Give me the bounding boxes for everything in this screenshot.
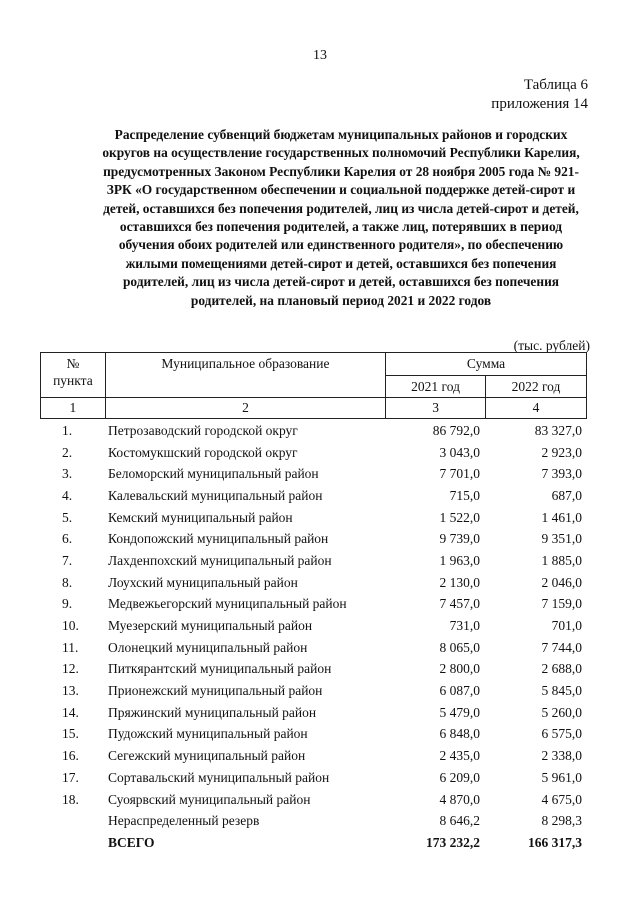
row-amount-2021: 8 065,0 <box>439 639 480 655</box>
row-number: 16. <box>62 748 79 764</box>
header-year-2022: 2022 год <box>486 376 587 398</box>
row-amount-2022: 6 575,0 <box>541 726 582 742</box>
row-municipality: Суоярвский муниципальный район <box>108 791 311 807</box>
row-municipality: Сортавальский муниципальный район <box>108 769 330 785</box>
row-municipality: Медвежьегорский муниципальный район <box>108 596 347 612</box>
row-amount-2022: 7 744,0 <box>541 639 582 655</box>
table-ref-line1: Таблица 6 <box>523 77 588 93</box>
header-col-2: 2 <box>105 398 385 419</box>
row-amount-2022: 83 327,0 <box>534 422 582 438</box>
row-number: 2. <box>62 444 73 460</box>
row-municipality: Пудожский муниципальный район <box>108 726 308 742</box>
table-row <box>40 702 587 724</box>
row-number: 7. <box>62 552 73 568</box>
row-municipality: Калевальский муниципальный район <box>108 487 323 503</box>
header-col-3: 3 <box>386 398 486 419</box>
table-row <box>40 420 587 442</box>
row-amount-2022: 2 046,0 <box>541 574 582 590</box>
row-amount-2021: 86 792,0 <box>432 422 480 438</box>
table-ref-line2: приложения 14 <box>491 96 588 112</box>
row-amount-2022: 5 260,0 <box>541 704 582 720</box>
row-amount-2021: 6 848,0 <box>439 726 480 742</box>
row-amount-2021: 7 701,0 <box>439 466 480 482</box>
table-row <box>40 507 587 529</box>
page-number: 13 <box>313 48 327 63</box>
row-municipality: Петрозаводский городской округ <box>108 422 298 438</box>
row-municipality: Пряжинский муниципальный район <box>108 704 317 720</box>
table-header <box>40 352 587 419</box>
total-row <box>40 832 587 854</box>
document-title: Распределение субвенций бюджетам муниципальных районов и городских округов на осуществление государственных полномочий Республики Карелия, предусмотренных Законом Республики Карелия от 28 ноября 2005 года № 921-ЗРК «О государственном обеспечении и социальной поддержке детей-сирот и детей, оставшихся без попечения родителей, лиц из числа детей-сирот и детей, оставшихся без попечения родителей, а также лиц, потерявших в период обучения обоих родителей или единственного родителя», по обеспечению жилыми помещениями детей-сирот и детей, оставшихся без попечения родителей, лиц из числа детей-сирот и детей, оставшихся без попечения родителей, на плановый период 2021 и 2022 годов <box>102 127 580 308</box>
row-municipality: Кемский муниципальный район <box>108 509 293 525</box>
row-number: 18. <box>62 791 79 807</box>
row-number: 5. <box>62 509 73 525</box>
row-number: 17. <box>62 769 79 785</box>
row-number: 14. <box>62 704 79 720</box>
row-amount-2022: 2 923,0 <box>541 444 582 460</box>
row-number: 15. <box>62 726 79 742</box>
table-row <box>40 680 587 702</box>
row-amount-2021: 7 457,0 <box>439 596 480 612</box>
table-row <box>40 442 587 464</box>
row-amount-2022: 2 688,0 <box>541 661 582 677</box>
header-year-2021: 2021 год <box>386 376 486 398</box>
row-number: 8. <box>62 574 73 590</box>
header-name: Муниципальное образование <box>105 353 385 398</box>
header-num-label: № пункта <box>53 356 93 388</box>
row-amount-2021: 9 739,0 <box>439 531 480 547</box>
row-amount-2022: 687,0 <box>551 487 582 503</box>
row-municipality: Лоухский муниципальный район <box>108 574 298 590</box>
row-amount-2022: 2 338,0 <box>541 748 582 764</box>
row-amount-2021: 715,0 <box>449 487 480 503</box>
row-municipality: Муезерский муниципальный район <box>108 618 313 634</box>
row-amount-2021: 5 479,0 <box>439 704 480 720</box>
table-row <box>40 485 587 507</box>
row-amount-2022: 701,0 <box>551 618 582 634</box>
table-row <box>40 572 587 594</box>
row-number: 3. <box>62 466 73 482</box>
table-row <box>40 745 587 767</box>
row-amount-2021: 1 963,0 <box>439 552 480 568</box>
header-sum: Сумма <box>386 353 587 376</box>
row-municipality: Олонецкий муниципальный район <box>108 639 308 655</box>
row-amount-2021: 6 209,0 <box>439 769 480 785</box>
row-amount-2022: 1 885,0 <box>541 552 582 568</box>
row-municipality: Кондопожский муниципальный район <box>108 531 329 547</box>
table-row <box>40 724 587 746</box>
row-municipality: Костомукшский городской округ <box>108 444 298 460</box>
row-number: 6. <box>62 531 73 547</box>
row-number: 1. <box>62 422 73 438</box>
table-row <box>40 594 587 616</box>
total-2022: 166 317,3 <box>528 834 582 850</box>
row-amount-2021: 2 130,0 <box>439 574 480 590</box>
table-row <box>40 659 587 681</box>
total-2021: 173 232,2 <box>426 834 480 850</box>
row-municipality: Беломорский муниципальный район <box>108 466 319 482</box>
row-number: 9. <box>62 596 73 612</box>
row-amount-2021: 3 043,0 <box>439 444 480 460</box>
table-row <box>40 550 587 572</box>
row-municipality: Нераспределенный резерв <box>108 813 260 829</box>
table-row <box>40 463 587 485</box>
row-amount-2022: 1 461,0 <box>541 509 582 525</box>
header-num <box>41 353 106 398</box>
table-reference <box>491 76 588 114</box>
row-municipality: Сегежский муниципальный район <box>108 748 306 764</box>
table-row <box>40 810 587 832</box>
row-number: 4. <box>62 487 73 503</box>
table-row <box>40 615 587 637</box>
row-number: 10. <box>62 618 79 634</box>
row-number <box>40 810 104 832</box>
row-amount-2022: 7 159,0 <box>541 596 582 612</box>
row-amount-2021: 731,0 <box>449 618 480 634</box>
row-amount-2022: 5 961,0 <box>541 769 582 785</box>
units-label: (тыс. рублей) <box>513 338 590 353</box>
data-table <box>40 420 587 854</box>
table-row <box>40 789 587 811</box>
row-number: 11. <box>62 639 79 655</box>
row-municipality: Прионежский муниципальный район <box>108 683 323 699</box>
row-amount-2021: 1 522,0 <box>439 509 480 525</box>
row-amount-2021: 6 087,0 <box>439 683 480 699</box>
table-row <box>40 767 587 789</box>
row-amount-2021: 8 646,2 <box>439 813 480 829</box>
row-number: 13. <box>62 683 79 699</box>
table-row <box>40 637 587 659</box>
row-amount-2022: 8 298,3 <box>541 813 582 829</box>
row-amount-2022: 7 393,0 <box>541 466 582 482</box>
row-amount-2021: 4 870,0 <box>439 791 480 807</box>
row-amount-2021: 2 435,0 <box>439 748 480 764</box>
row-amount-2022: 4 675,0 <box>541 791 582 807</box>
total-label: ВСЕГО <box>108 834 155 850</box>
row-amount-2022: 9 351,0 <box>541 531 582 547</box>
header-col-4: 4 <box>486 398 587 419</box>
row-municipality: Лахденпохский муниципальный район <box>108 552 332 568</box>
header-col-1: 1 <box>41 398 106 419</box>
row-amount-2022: 5 845,0 <box>541 683 582 699</box>
row-amount-2021: 2 800,0 <box>439 661 480 677</box>
row-number: 12. <box>62 661 79 677</box>
table-row <box>40 528 587 550</box>
row-municipality: Питкярантский муниципальный район <box>108 661 332 677</box>
